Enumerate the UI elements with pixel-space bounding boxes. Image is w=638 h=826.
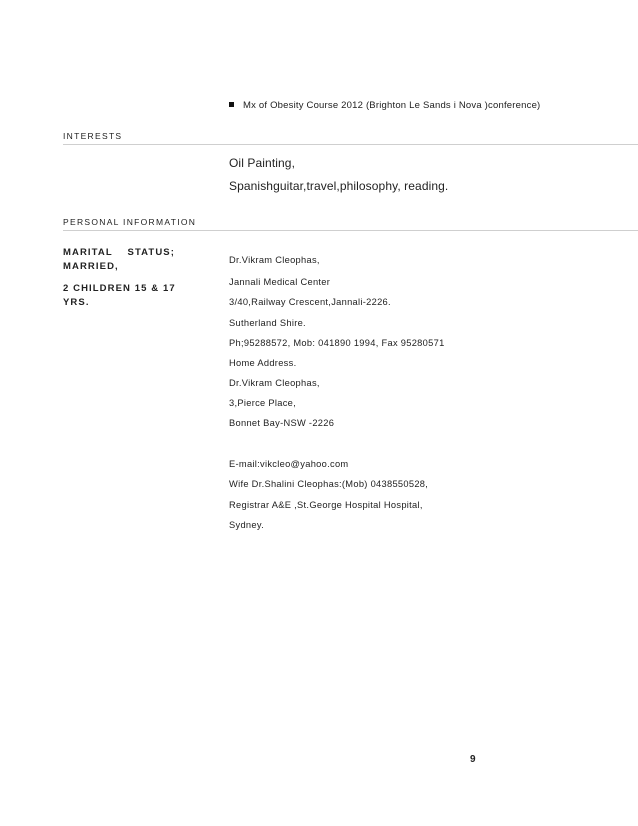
contact-line: Sydney. (229, 520, 265, 530)
children-label (63, 283, 176, 308)
square-bullet-icon (229, 102, 234, 107)
page-number: 9 (470, 754, 476, 765)
marital-status-label (63, 247, 175, 272)
contact-line: E-mail:vikcleo@yahoo.com (229, 459, 349, 469)
address-line: Home Address. (229, 358, 297, 368)
address-line: Ph;95288572, Mob: 041890 1994, Fax 95280571 (229, 338, 445, 348)
address-line: 3,Pierce Place, (229, 398, 297, 408)
interest-item-2: Spanishguitar,travel,philosophy, reading. (229, 179, 449, 193)
marital-status-line: MARITAL STATUS; (63, 247, 175, 258)
children-line: 2 CHILDREN 15 & 17 (63, 283, 176, 294)
course-bullet-text: Mx of Obesity Course 2012 (Brighton Le Sands i Nova )conference) (243, 100, 541, 111)
address-line: 3/40,Railway Crescent,Jannali-2226. (229, 297, 391, 307)
contact-line: Registrar A&E ,St.George Hospital Hospital, (229, 500, 423, 510)
address-line: Dr.Vikram Cleophas, (229, 378, 320, 388)
interests-heading: INTERESTS (63, 131, 123, 141)
interests-divider (63, 144, 638, 145)
married-line: MARRIED, (63, 261, 119, 272)
children-years-line: YRS. (63, 297, 90, 308)
address-line: Sutherland Shire. (229, 318, 306, 328)
address-line: Dr.Vikram Cleophas, (229, 255, 320, 265)
course-bullet-item (229, 100, 540, 111)
personal-info-divider (63, 230, 638, 231)
interest-item-1: Oil Painting, (229, 156, 295, 170)
contact-line: Wife Dr.Shalini Cleophas:(Mob) 0438550528, (229, 479, 429, 489)
address-line: Bonnet Bay-NSW -2226 (229, 418, 335, 428)
address-line: Jannali Medical Center (229, 277, 331, 287)
personal-info-heading: PERSONAL INFORMATION (63, 217, 197, 227)
